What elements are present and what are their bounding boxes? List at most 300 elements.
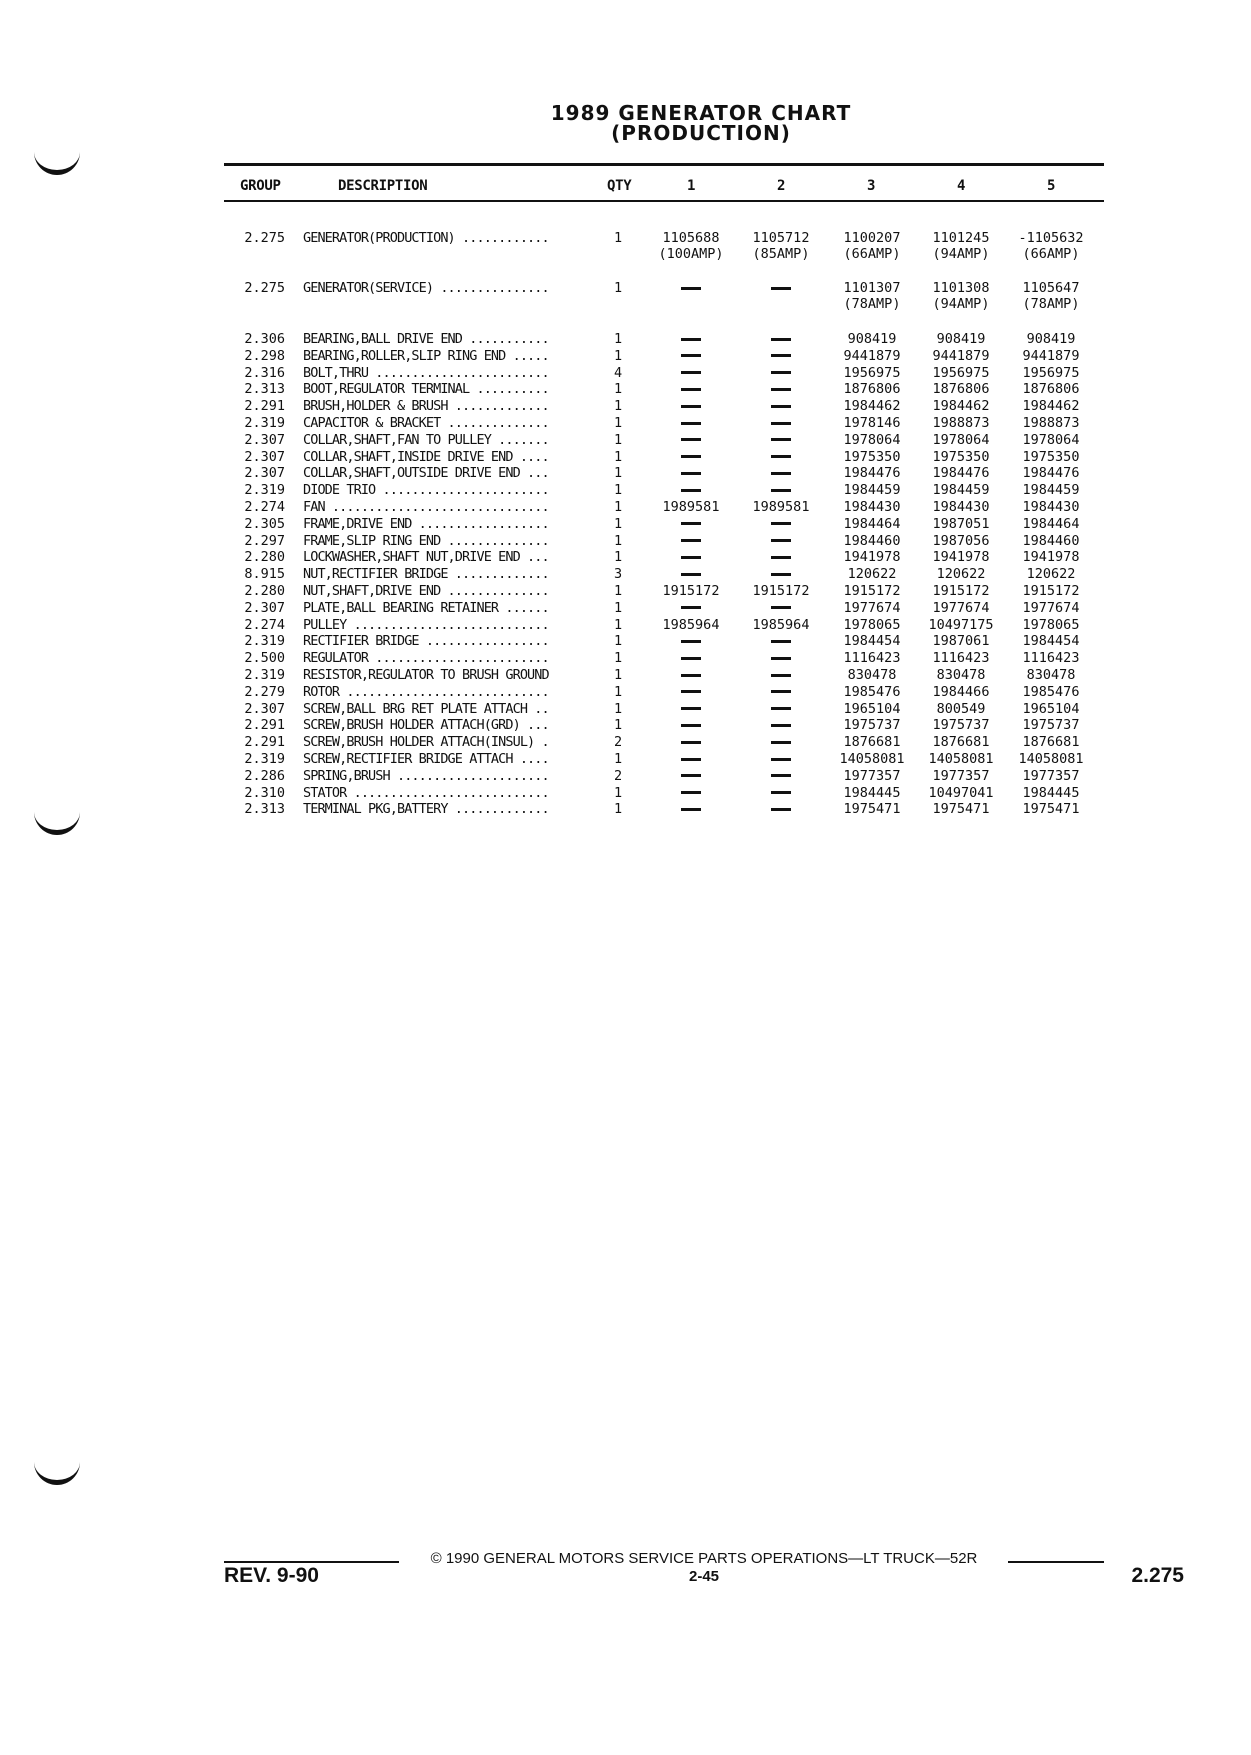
qty-cell: 1 xyxy=(614,717,623,734)
table-row xyxy=(0,381,1251,398)
chart-title: 1989 GENERATOR CHART xyxy=(550,101,852,125)
group-cell: 2.286 xyxy=(244,767,285,784)
part-number-col-2 xyxy=(738,516,824,532)
part-number-col-1 xyxy=(648,785,734,801)
description-cell: FRAME,SLIP RING END .............. xyxy=(303,532,549,549)
part-number-col-5: 1978064 xyxy=(1022,431,1080,448)
part-number-col-2 xyxy=(738,751,824,767)
not-applicable-dash xyxy=(771,522,791,525)
part-number-col-5: 1984459 xyxy=(1022,482,1080,499)
part-number-col-1 xyxy=(648,482,734,498)
header-col-2: 2 xyxy=(777,178,786,194)
part-number-col-4: 1975471 xyxy=(932,801,990,818)
part-number-col-3: 14058081 xyxy=(839,751,905,767)
part-number-col-3: 1977357 xyxy=(843,767,901,784)
table-row xyxy=(0,432,1251,449)
part-number-col-5: 1975471 xyxy=(1022,801,1080,818)
part-number-col-3: 1116423 xyxy=(843,650,901,667)
part-number-col-1: 1105688 (100AMP) xyxy=(658,230,724,262)
not-applicable-dash xyxy=(771,690,791,693)
description-cell: SPRING,BRUSH ..................... xyxy=(303,767,549,784)
description-cell: LOCKWASHER,SHAFT NUT,DRIVE END ... xyxy=(303,549,549,566)
part-number-col-1 xyxy=(648,801,734,817)
not-applicable-dash xyxy=(771,422,791,425)
part-number-col-5: 1984476 xyxy=(1022,465,1080,482)
table-row xyxy=(0,734,1251,751)
table-row xyxy=(0,499,1251,516)
not-applicable-dash xyxy=(681,371,701,374)
table-row xyxy=(0,684,1251,701)
part-number-col-1 xyxy=(648,331,734,347)
not-applicable-dash xyxy=(681,287,701,290)
table-row xyxy=(0,785,1251,802)
part-number-col-2 xyxy=(738,549,824,565)
group-cell: 2.291 xyxy=(244,398,285,415)
part-number-col-2 xyxy=(738,381,824,397)
part-number-col-2: 1105712 (85AMP) xyxy=(752,230,810,262)
table-row xyxy=(0,280,1251,312)
description-cell: SCREW,BRUSH HOLDER ATTACH(GRD) ... xyxy=(303,717,549,734)
not-applicable-dash xyxy=(681,741,701,744)
part-number-col-5: 1984464 xyxy=(1022,515,1080,532)
part-number-col-3: 908419 xyxy=(847,331,897,347)
table-row xyxy=(0,633,1251,650)
part-number-col-4: 1876806 xyxy=(932,381,990,398)
part-number-col-3: 1985476 xyxy=(843,683,901,700)
qty-cell: 3 xyxy=(614,566,623,583)
group-cell: 2.319 xyxy=(244,415,285,431)
part-number-col-2 xyxy=(738,432,824,448)
part-number-col-1 xyxy=(648,348,734,364)
group-cell: 2.313 xyxy=(244,801,285,818)
description-cell: COLLAR,SHAFT,FAN TO PULLEY ....... xyxy=(303,431,549,448)
not-applicable-dash xyxy=(681,573,701,576)
part-number-col-4: 908419 xyxy=(936,331,986,347)
group-cell: 2.307 xyxy=(244,448,285,465)
part-number-col-2 xyxy=(738,801,824,817)
description-cell: COLLAR,SHAFT,INSIDE DRIVE END .... xyxy=(303,448,549,465)
not-applicable-dash xyxy=(681,690,701,693)
description-cell: GENERATOR(SERVICE) ............... xyxy=(303,280,549,296)
part-number-col-4: 1975737 xyxy=(932,717,990,734)
not-applicable-dash xyxy=(771,657,791,660)
description-cell: NUT,SHAFT,DRIVE END .............. xyxy=(303,583,549,599)
part-number-col-4: 800549 xyxy=(936,700,986,717)
part-number-col-4: 1984466 xyxy=(932,683,990,700)
group-cell: 8.915 xyxy=(244,566,285,583)
part-number-col-5: 1105647 (78AMP) xyxy=(1022,280,1080,312)
part-number-col-4: 1984459 xyxy=(932,482,990,499)
not-applicable-dash xyxy=(771,287,791,290)
description-cell: TERMINAL PKG,BATTERY ............. xyxy=(303,801,549,818)
group-cell: 2.306 xyxy=(244,331,285,347)
group-cell: 2.275 xyxy=(244,230,285,246)
part-number-col-3: 1876806 xyxy=(843,381,901,398)
not-applicable-dash xyxy=(681,808,701,811)
part-number-col-1 xyxy=(648,667,734,683)
qty-cell: 1 xyxy=(614,347,623,364)
not-applicable-dash xyxy=(771,455,791,458)
part-number-col-4: 9441879 xyxy=(932,347,990,364)
table-row xyxy=(0,415,1251,432)
table-row xyxy=(0,667,1251,684)
part-number-col-1 xyxy=(648,516,734,532)
part-number-col-3: 1941978 xyxy=(843,549,901,566)
description-cell: SCREW,BRUSH HOLDER ATTACH(INSUL) . xyxy=(303,734,549,751)
not-applicable-dash xyxy=(771,573,791,576)
group-cell: 2.316 xyxy=(244,364,285,381)
part-number-col-1: 1989581 xyxy=(662,499,720,515)
not-applicable-dash xyxy=(681,455,701,458)
qty-cell: 1 xyxy=(614,583,623,599)
part-number-col-4: 1977357 xyxy=(932,767,990,784)
qty-cell: 1 xyxy=(614,230,623,246)
part-number-col-3: 1984476 xyxy=(843,465,901,482)
table-row xyxy=(0,348,1251,365)
part-number-col-1 xyxy=(648,734,734,750)
table-row xyxy=(0,600,1251,617)
description-cell: REGULATOR ........................ xyxy=(303,650,549,667)
not-applicable-dash xyxy=(681,405,701,408)
part-number-col-2 xyxy=(738,533,824,549)
qty-cell: 1 xyxy=(614,415,623,431)
footer-copyright: © 1990 GENERAL MOTORS SERVICE PARTS OPERATIONS—LT TRUCK—52R xyxy=(430,1550,978,1567)
qty-cell: 1 xyxy=(614,549,623,566)
part-number-col-4: 10497041 xyxy=(928,784,994,801)
description-cell: RESISTOR,REGULATOR TO BRUSH GROUND xyxy=(303,667,549,683)
not-applicable-dash xyxy=(771,438,791,441)
part-number-col-4: 1956975 xyxy=(932,364,990,381)
qty-cell: 4 xyxy=(614,364,623,381)
part-number-col-2: 1915172 xyxy=(752,583,810,599)
not-applicable-dash xyxy=(771,472,791,475)
not-applicable-dash xyxy=(681,354,701,357)
group-cell: 2.307 xyxy=(244,431,285,448)
table-row xyxy=(0,717,1251,734)
part-number-col-5: 1985476 xyxy=(1022,683,1080,700)
header-group: GROUP xyxy=(240,178,281,194)
qty-cell: 1 xyxy=(614,515,623,532)
part-number-col-4: 1941978 xyxy=(932,549,990,566)
qty-cell: 1 xyxy=(614,751,623,767)
not-applicable-dash xyxy=(771,758,791,761)
part-number-col-1 xyxy=(648,465,734,481)
part-number-col-2 xyxy=(738,717,824,733)
header-col-4: 4 xyxy=(957,178,966,194)
description-cell: PULLEY ........................... xyxy=(303,616,549,633)
part-number-col-3: 1984454 xyxy=(843,633,901,650)
part-number-col-1 xyxy=(648,684,734,700)
description-cell: SCREW,BALL BRG RET PLATE ATTACH .. xyxy=(303,700,549,717)
part-number-col-4: 1101308 (94AMP) xyxy=(932,280,990,312)
binder-hole-mark xyxy=(34,152,80,175)
table-row xyxy=(0,331,1251,348)
qty-cell: 1 xyxy=(614,784,623,801)
part-number-col-5: 1984430 xyxy=(1022,499,1080,515)
part-number-col-2 xyxy=(738,785,824,801)
part-number-col-5: 1978065 xyxy=(1022,616,1080,633)
part-number-col-5: 1956975 xyxy=(1022,364,1080,381)
part-number-col-5: 908419 xyxy=(1026,331,1076,347)
qty-cell: 1 xyxy=(614,532,623,549)
part-number-col-3: 1984460 xyxy=(843,532,901,549)
part-number-col-4: 1984430 xyxy=(932,499,990,515)
not-applicable-dash xyxy=(771,556,791,559)
part-number-col-3: 120622 xyxy=(847,566,897,583)
part-number-col-4: 1977674 xyxy=(932,599,990,616)
qty-cell: 1 xyxy=(614,683,623,700)
part-number-col-2: 1985964 xyxy=(752,616,810,633)
part-number-col-2: 1989581 xyxy=(752,499,810,515)
footer-revision: REV. 9-90 xyxy=(224,1564,319,1587)
part-number-col-3: 9441879 xyxy=(843,347,901,364)
part-number-col-5: 1915172 xyxy=(1022,583,1080,599)
group-cell: 2.307 xyxy=(244,465,285,482)
qty-cell: 1 xyxy=(614,633,623,650)
footer-rule-right xyxy=(1008,1561,1104,1563)
part-number-col-1 xyxy=(648,701,734,717)
part-number-col-1 xyxy=(648,600,734,616)
part-number-col-3: 1975737 xyxy=(843,717,901,734)
part-number-col-1 xyxy=(648,415,734,431)
part-number-col-4: 14058081 xyxy=(928,751,994,767)
part-number-col-3: 1978146 xyxy=(843,415,901,431)
description-cell: BOOT,REGULATOR TERMINAL .......... xyxy=(303,381,549,398)
not-applicable-dash xyxy=(681,388,701,391)
table-row xyxy=(0,398,1251,415)
part-number-col-1 xyxy=(648,566,734,582)
part-number-col-3: 1984464 xyxy=(843,515,901,532)
group-cell: 2.280 xyxy=(244,583,285,599)
description-cell: PLATE,BALL BEARING RETAINER ...... xyxy=(303,599,549,616)
part-number-col-5: 1984462 xyxy=(1022,398,1080,415)
not-applicable-dash xyxy=(771,707,791,710)
qty-cell: 1 xyxy=(614,280,623,296)
part-number-col-2 xyxy=(738,667,824,683)
part-number-col-4: 1984476 xyxy=(932,465,990,482)
qty-cell: 1 xyxy=(614,801,623,818)
part-number-col-3: 1984462 xyxy=(843,398,901,415)
part-number-col-5: 1977674 xyxy=(1022,599,1080,616)
part-number-col-4: 830478 xyxy=(936,667,986,683)
not-applicable-dash xyxy=(681,489,701,492)
part-number-col-3: 1965104 xyxy=(843,700,901,717)
header-col-1: 1 xyxy=(687,178,696,194)
table-row xyxy=(0,533,1251,550)
group-cell: 2.275 xyxy=(244,280,285,296)
binder-hole-mark xyxy=(34,1462,80,1485)
part-number-col-4: 1978064 xyxy=(932,431,990,448)
table-row xyxy=(0,230,1251,262)
part-number-col-5: 1941978 xyxy=(1022,549,1080,566)
part-number-col-1 xyxy=(648,365,734,381)
part-number-col-1 xyxy=(648,768,734,784)
part-number-col-5: 830478 xyxy=(1026,667,1076,683)
table-row xyxy=(0,617,1251,634)
part-number-col-3: 1975350 xyxy=(843,448,901,465)
part-number-col-2 xyxy=(738,650,824,666)
not-applicable-dash xyxy=(681,774,701,777)
part-number-col-2 xyxy=(738,701,824,717)
not-applicable-dash xyxy=(681,438,701,441)
part-number-col-2 xyxy=(738,684,824,700)
header-col-3: 3 xyxy=(867,178,876,194)
header-bottom-rule xyxy=(224,200,1104,202)
footer-rule-left xyxy=(224,1561,399,1563)
part-number-col-4: 1116423 xyxy=(932,650,990,667)
part-number-col-1: 1915172 xyxy=(662,583,720,599)
group-cell: 2.319 xyxy=(244,667,285,683)
not-applicable-dash xyxy=(681,522,701,525)
part-number-col-5: 1984445 xyxy=(1022,784,1080,801)
not-applicable-dash xyxy=(681,556,701,559)
part-number-col-4: 120622 xyxy=(936,566,986,583)
part-number-col-1 xyxy=(648,398,734,414)
footer-page-number: 2-45 xyxy=(688,1568,720,1585)
part-number-col-3: 830478 xyxy=(847,667,897,683)
group-cell: 2.307 xyxy=(244,700,285,717)
part-number-col-5: 1965104 xyxy=(1022,700,1080,717)
part-number-col-5: 1984460 xyxy=(1022,532,1080,549)
table-row xyxy=(0,549,1251,566)
description-cell: RECTIFIER BRIDGE ................. xyxy=(303,633,549,650)
qty-cell: 1 xyxy=(614,331,623,347)
part-number-col-3: 1978065 xyxy=(843,616,901,633)
not-applicable-dash xyxy=(681,422,701,425)
part-number-col-2 xyxy=(738,280,824,296)
not-applicable-dash xyxy=(771,741,791,744)
group-cell: 2.305 xyxy=(244,515,285,532)
part-number-col-3: 1984430 xyxy=(843,499,901,515)
not-applicable-dash xyxy=(771,539,791,542)
header-col-5: 5 xyxy=(1047,178,1056,194)
qty-cell: 1 xyxy=(614,381,623,398)
group-cell: 2.291 xyxy=(244,717,285,734)
part-number-col-5: 1116423 xyxy=(1022,650,1080,667)
not-applicable-dash xyxy=(681,724,701,727)
description-cell: GENERATOR(PRODUCTION) ............ xyxy=(303,230,549,246)
part-number-col-5: 1988873 xyxy=(1022,415,1080,431)
group-cell: 2.319 xyxy=(244,633,285,650)
part-number-col-4: 1984462 xyxy=(932,398,990,415)
part-number-col-1 xyxy=(648,449,734,465)
table-row xyxy=(0,583,1251,600)
description-cell: BRUSH,HOLDER & BRUSH ............. xyxy=(303,398,549,415)
not-applicable-dash xyxy=(771,808,791,811)
group-cell: 2.274 xyxy=(244,499,285,515)
part-number-col-4: 1915172 xyxy=(932,583,990,599)
table-row xyxy=(0,751,1251,768)
description-cell: STATOR ........................... xyxy=(303,784,549,801)
description-cell: BEARING,BALL DRIVE END ........... xyxy=(303,331,549,347)
table-row xyxy=(0,516,1251,533)
not-applicable-dash xyxy=(681,758,701,761)
table-row xyxy=(0,801,1251,818)
not-applicable-dash xyxy=(681,640,701,643)
table-row xyxy=(0,365,1251,382)
not-applicable-dash xyxy=(771,606,791,609)
description-cell: BOLT,THRU ........................ xyxy=(303,364,549,381)
part-number-col-2 xyxy=(738,465,824,481)
part-number-col-4: 1101245 (94AMP) xyxy=(932,230,990,262)
group-cell: 2.319 xyxy=(244,482,285,499)
qty-cell: 1 xyxy=(614,616,623,633)
part-number-col-5: 1876681 xyxy=(1022,734,1080,751)
group-cell: 2.298 xyxy=(244,347,285,364)
part-number-col-5: 1876806 xyxy=(1022,381,1080,398)
part-number-col-4: 10497175 xyxy=(928,616,994,633)
part-number-col-1: 1985964 xyxy=(662,616,720,633)
not-applicable-dash xyxy=(771,388,791,391)
qty-cell: 1 xyxy=(614,398,623,415)
part-number-col-3: 1978064 xyxy=(843,431,901,448)
group-cell: 2.297 xyxy=(244,532,285,549)
part-number-col-1 xyxy=(648,533,734,549)
part-number-col-3: 1101307 (78AMP) xyxy=(843,280,901,312)
part-number-col-5: 120622 xyxy=(1026,566,1076,583)
part-number-col-1 xyxy=(648,751,734,767)
not-applicable-dash xyxy=(771,791,791,794)
group-cell: 2.291 xyxy=(244,734,285,751)
part-number-col-2 xyxy=(738,365,824,381)
not-applicable-dash xyxy=(771,354,791,357)
group-cell: 2.307 xyxy=(244,599,285,616)
group-cell: 2.313 xyxy=(244,381,285,398)
part-number-col-1 xyxy=(648,381,734,397)
part-number-col-4: 1876681 xyxy=(932,734,990,751)
part-number-col-3: 1915172 xyxy=(843,583,901,599)
not-applicable-dash xyxy=(681,472,701,475)
description-cell: CAPACITOR & BRACKET .............. xyxy=(303,415,549,431)
part-number-col-2 xyxy=(738,398,824,414)
part-number-col-5: -1105632 (66AMP) xyxy=(1018,230,1084,262)
not-applicable-dash xyxy=(681,657,701,660)
description-cell: DIODE TRIO ....................... xyxy=(303,482,549,499)
part-number-col-2 xyxy=(738,482,824,498)
description-cell: NUT,RECTIFIER BRIDGE ............. xyxy=(303,566,549,583)
header-qty: QTY xyxy=(607,178,632,194)
description-cell: FRAME,DRIVE END .................. xyxy=(303,515,549,532)
table-row xyxy=(0,465,1251,482)
part-number-col-2 xyxy=(738,348,824,364)
part-number-col-2 xyxy=(738,633,824,649)
part-number-col-5: 9441879 xyxy=(1022,347,1080,364)
part-number-col-5: 1984454 xyxy=(1022,633,1080,650)
description-cell: COLLAR,SHAFT,OUTSIDE DRIVE END ... xyxy=(303,465,549,482)
part-number-col-2 xyxy=(738,331,824,347)
part-number-col-4: 1987061 xyxy=(932,633,990,650)
not-applicable-dash xyxy=(681,791,701,794)
description-cell: BEARING,ROLLER,SLIP RING END ..... xyxy=(303,347,549,364)
part-number-col-3: 1100207 (66AMP) xyxy=(843,230,901,262)
part-number-col-3: 1984459 xyxy=(843,482,901,499)
group-cell: 2.319 xyxy=(244,751,285,767)
table-row xyxy=(0,482,1251,499)
description-cell: ROTOR ............................ xyxy=(303,683,549,700)
table-row xyxy=(0,768,1251,785)
part-number-col-4: 1987056 xyxy=(932,532,990,549)
part-number-col-1 xyxy=(648,549,734,565)
header-top-rule xyxy=(224,163,1104,166)
table-row xyxy=(0,449,1251,466)
description-cell: FAN .............................. xyxy=(303,499,549,515)
not-applicable-dash xyxy=(681,338,701,341)
part-number-col-3: 1956975 xyxy=(843,364,901,381)
not-applicable-dash xyxy=(771,674,791,677)
not-applicable-dash xyxy=(771,371,791,374)
part-number-col-2 xyxy=(738,566,824,582)
chart-subtitle: (PRODUCTION) xyxy=(611,121,791,145)
